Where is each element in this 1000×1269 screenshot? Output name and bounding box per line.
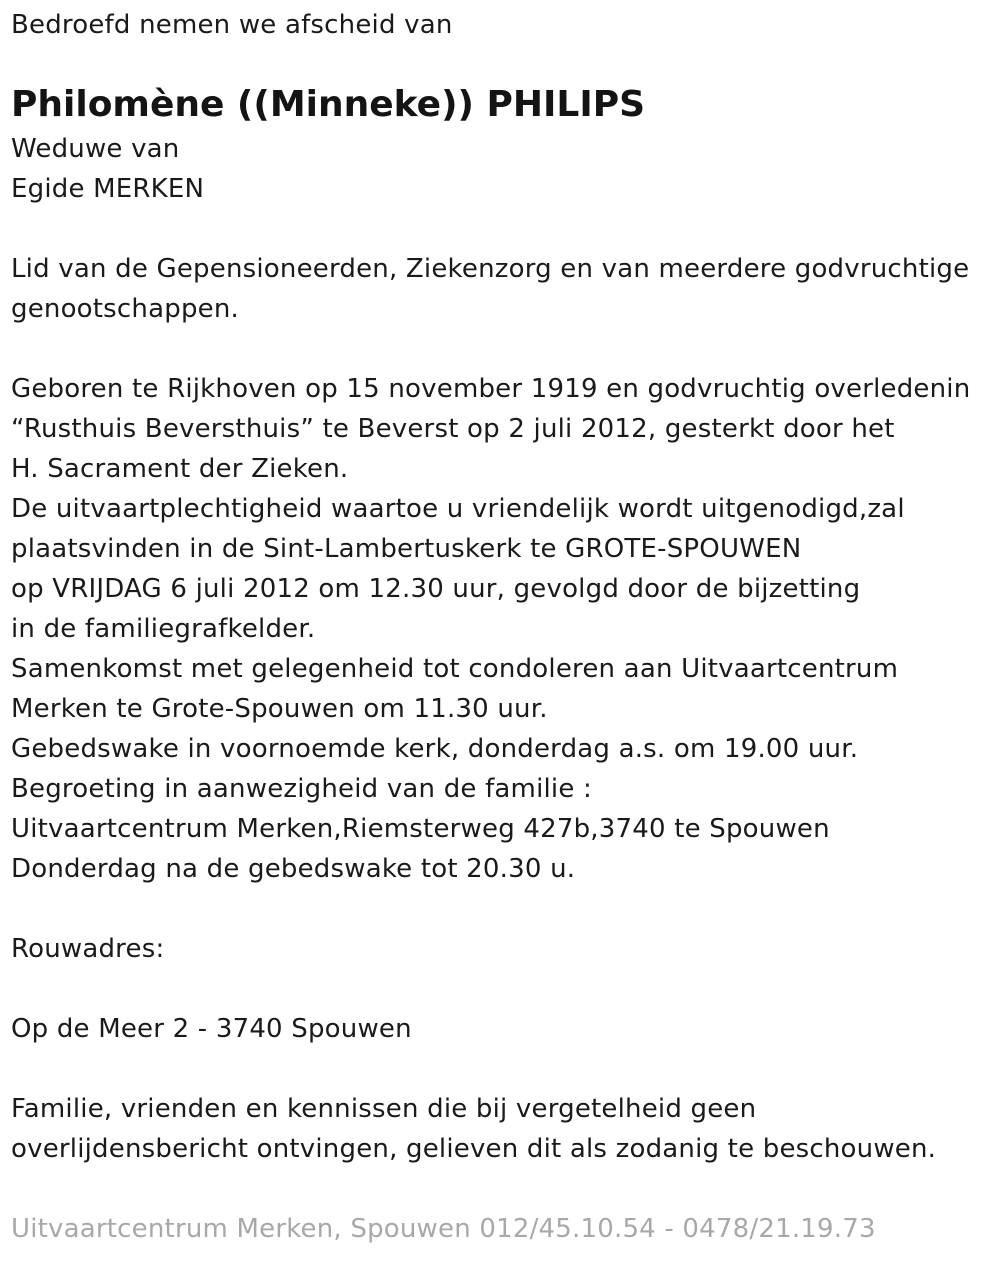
rouwadres-label: Rouwadres: [11, 934, 165, 964]
main-text-block [11, 369, 991, 889]
membership-line: genootschappen. [11, 294, 239, 324]
main-text-line: Merken te Grote-Spouwen om 11.30 uur. [11, 694, 548, 724]
funeral-home-contact: Uitvaartcentrum Merken, Spouwen 012/45.10.54 - 0478/21.19.73 [11, 1214, 876, 1244]
main-text-line: Gebedswake in voornoemde kerk, donderdag a.s. om 19.00 uur. [11, 734, 859, 764]
spacer [11, 889, 991, 929]
spouse-name: Egide MERKEN [11, 174, 205, 204]
intro-text: Bedroefd nemen we afscheid van [11, 10, 453, 40]
notice-line: overlijdensbericht ontvingen, gelieven dit als zodanig te beschouwen. [11, 1134, 937, 1164]
membership-line: Lid van de Gepensioneerden, Ziekenzorg en van meerdere godvruchtige [11, 254, 970, 284]
spacer [11, 1049, 991, 1089]
main-text-line: in de familiegrafkelder. [11, 614, 316, 644]
main-text-line: Begroeting in aanwezigheid van de familie : [11, 774, 592, 804]
widow-line: Weduwe van [11, 134, 180, 164]
main-text-line: Geboren te Rijkhoven op 15 november 1919 en godvruchtig overledenin [11, 374, 971, 404]
spacer [11, 1169, 991, 1209]
main-text-line: H. Sacrament der Zieken. [11, 454, 349, 484]
main-text-line: op VRIJDAG 6 juli 2012 om 12.30 uur, gevolgd door de bijzetting [11, 574, 861, 604]
main-text-line: Uitvaartcentrum Merken,Riemsterweg 427b,3740 te Spouwen [11, 814, 830, 844]
spacer [11, 209, 991, 249]
deceased-name: Philomène ((Minneke)) PHILIPS [11, 84, 646, 125]
main-text-line: plaatsvinden in de Sint-Lambertuskerk te GROTE-SPOUWEN [11, 534, 802, 564]
spacer [11, 969, 991, 1009]
main-text-line: De uitvaartplechtigheid waartoe u vriendelijk wordt uitgenodigd,zal [11, 494, 905, 524]
obituary-notice [11, 0, 991, 1249]
main-text-line: Donderdag na de gebedswake tot 20.30 u. [11, 854, 576, 884]
rouwadres-value: Op de Meer 2 - 3740 Spouwen [11, 1014, 412, 1044]
spacer [11, 329, 991, 369]
main-text-line: Samenkomst met gelegenheid tot condoleren aan Uitvaartcentrum [11, 654, 899, 684]
main-text-line: “Rusthuis Beversthuis” te Beverst op 2 juli 2012, gesterkt door het [11, 414, 895, 444]
notice-line: Familie, vrienden en kennissen die bij vergetelheid geen [11, 1094, 757, 1124]
